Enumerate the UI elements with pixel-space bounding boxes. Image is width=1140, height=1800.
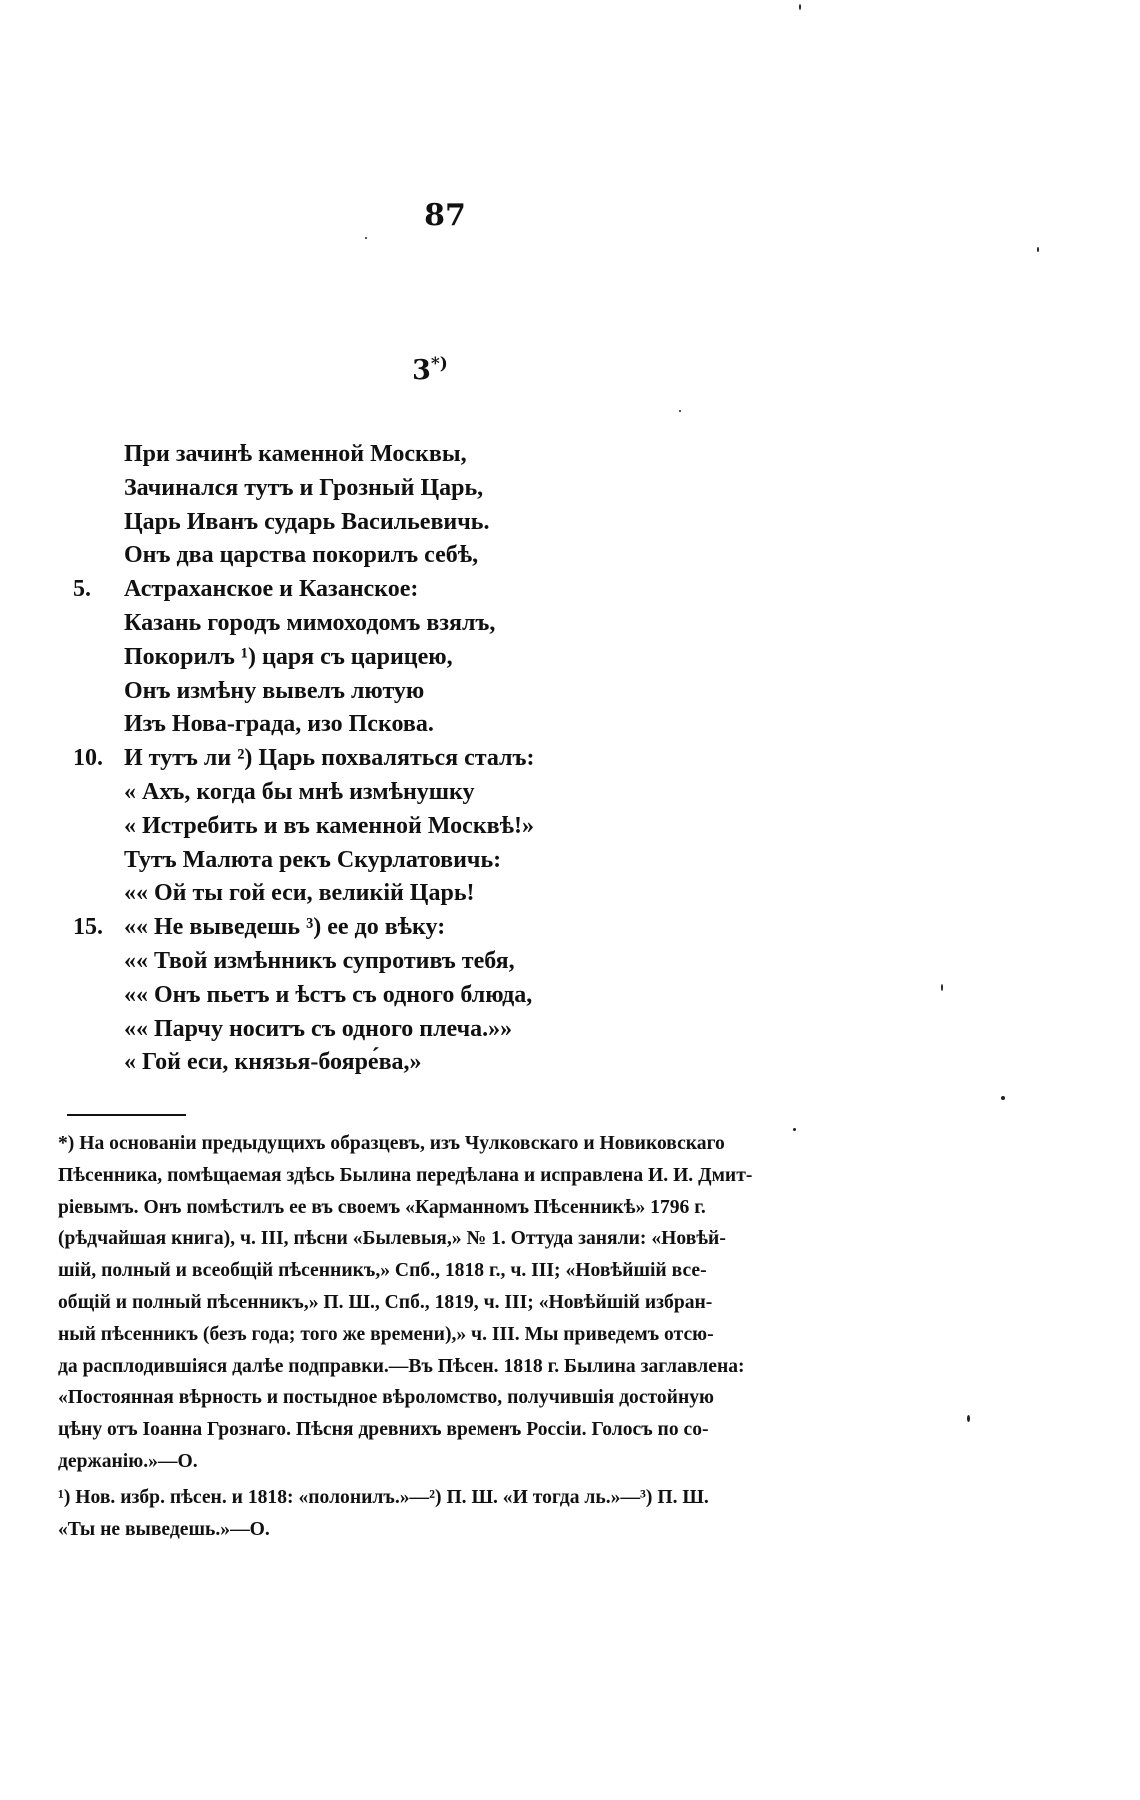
speck — [967, 1415, 970, 1422]
verse-line — [0, 979, 700, 1013]
speck — [679, 410, 681, 412]
footnote-divider — [67, 1114, 186, 1116]
footnote-line: ный пѣсенникъ (безъ года; того же времени),» ч. III. Мы приведемъ отсю- — [58, 1323, 714, 1345]
speck — [793, 1128, 796, 1131]
verse-text: Онъ два царства покорилъ себѣ, — [124, 542, 479, 569]
verse-text: Онъ измѣну вывелъ лютую — [124, 677, 425, 704]
verse-text: Казань городъ мимоходомъ взялъ, — [124, 609, 496, 636]
footnote-line: ¹) Нов. избр. пѣсен. и 1818: «полонилъ.»—²) П. Ш. «И тогда ль.»—³) П. Ш. — [58, 1486, 709, 1508]
verse-text: Царь Иванъ сударь Васильевичь. — [124, 508, 490, 535]
footnote-line: держанію.»—О. — [58, 1450, 198, 1472]
verse-text: Изъ Нова-града, изо Пскова. — [124, 711, 434, 738]
footnote-line: ріевымъ. Онъ помѣстилъ ее въ своемъ «Карманномъ Пѣсенникѣ» 1796 г. — [58, 1196, 706, 1218]
verse-line — [0, 539, 700, 573]
verse-line — [0, 1013, 700, 1047]
speck — [1001, 1096, 1005, 1100]
verse-text: « Ахъ, когда бы мнѣ измѣнушку — [124, 778, 475, 805]
verse-line — [0, 573, 700, 607]
verse-text: Зачинался тутъ и Грозный Царь, — [124, 474, 484, 501]
verse-text: « Истребить и въ каменной Москвѣ!» — [124, 812, 535, 839]
footnote-line: «Постоянная вѣрность и постыдное вѣроломство, получившія достойную — [58, 1387, 715, 1409]
verse-line — [0, 945, 700, 979]
footnote-line: «Ты не выведешь.»—О. — [58, 1518, 270, 1540]
verse-line — [0, 1046, 700, 1080]
verse-text: «« Парчу носитъ съ одного плеча.»» — [124, 1015, 513, 1042]
speck — [799, 4, 801, 10]
verse-text: Покорилъ ¹) царя съ царицею, — [124, 643, 453, 670]
verse-line — [0, 810, 700, 844]
footnote-line: Пѣсенника, помѣщаемая здѣсь Былина передѣлана и исправлена И. И. Дмит- — [58, 1164, 753, 1186]
section-label: 3 — [412, 355, 431, 386]
speck — [941, 984, 943, 991]
verse-text: «« Ой ты гой еси, великій Царь! — [124, 880, 475, 907]
verse-text: «« Твой измѣнникъ супротивъ тебя, — [124, 947, 515, 974]
verse-text: Астраханское и Казанское: — [124, 576, 419, 603]
verse-line — [0, 911, 700, 945]
footnote-line: общій и полный пѣсенникъ,» П. Ш., Спб., 1819, ч. III; «Новѣйшій избран- — [58, 1291, 713, 1313]
verse-text: « Гой еси, князья-бояре́ва,» — [124, 1049, 422, 1076]
section-heading — [0, 354, 860, 386]
line-number: 15. — [73, 914, 103, 941]
footnote-line: да расплодившіяся далѣе подправки.—Въ Пѣсен. 1818 г. Былина заглавлена: — [58, 1355, 745, 1377]
verse-text: «« Не выведешь ³) ее до вѣку: — [124, 914, 446, 941]
verse-text: «« Онъ пьетъ и ѣстъ съ одного блюда, — [124, 981, 533, 1008]
verse-line — [0, 742, 700, 776]
footnote-line: (рѣдчайшая книга), ч. III, пѣсни «Былевыя,» № 1. Оттуда заняли: «Новѣй- — [58, 1228, 726, 1250]
footnote-line: *) На основаніи предыдущихъ образцевъ, изъ Чулковскаго и Новиковскаго — [58, 1133, 725, 1154]
line-number: 10. — [73, 745, 103, 772]
verse-line — [0, 472, 700, 506]
verse-line — [0, 877, 700, 911]
verse-text: И тутъ ли ²) Царь похваляться сталъ: — [124, 745, 535, 772]
verse-line — [0, 844, 700, 878]
poem — [0, 438, 700, 1080]
verse-line — [0, 607, 700, 641]
verse-line — [0, 641, 700, 675]
verse-text: Тутъ Малюта рекъ Скурлатовичь: — [124, 846, 502, 873]
footnotes — [58, 1128, 808, 1545]
page-number: 87 — [424, 198, 466, 233]
verse-line — [0, 438, 700, 472]
speck — [1037, 247, 1039, 252]
footnote-line: цѣну отъ Іоанна Грознаго. Пѣсня древнихъ временъ Россіи. Голосъ по со- — [58, 1419, 709, 1441]
verse-line — [0, 776, 700, 810]
line-number: 5. — [73, 576, 91, 603]
verse-line — [0, 708, 700, 742]
footnote-line: шій, полный и всеобщій пѣсенникъ,» Спб., 1818 г., ч. III; «Новѣйшій все- — [58, 1260, 707, 1282]
speck — [365, 237, 367, 239]
verse-line — [0, 675, 700, 709]
footnote-marker: *) — [430, 354, 448, 374]
verse-text: При зачинѣ каменной Москвы, — [124, 441, 467, 467]
verse-line — [0, 506, 700, 540]
